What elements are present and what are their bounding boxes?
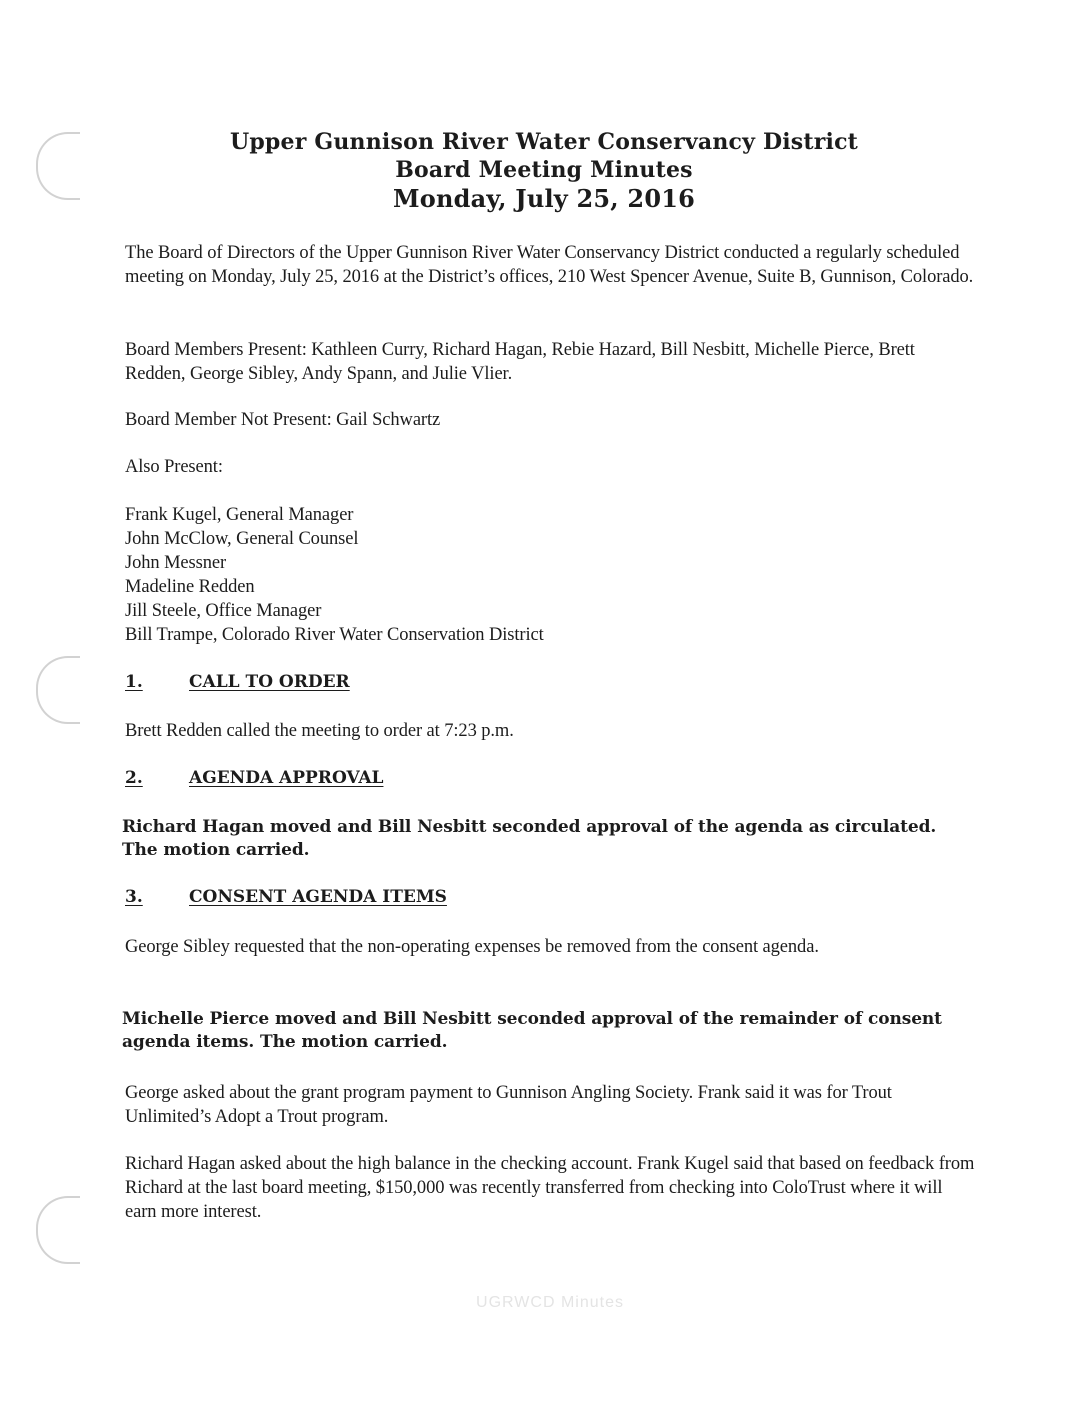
section-title: CONSENT AGENDA ITEMS [189,887,447,907]
punch-hole-mark [36,1196,80,1264]
grant-question: George asked about the grant program payment to Gunnison Angling Society. Frank said it was for Trout Unlimited’s Adopt a Trout program. [125,1083,892,1127]
section-heading-call-to-order [125,672,350,692]
consent-request: George Sibley requested that the non-operating expenses be removed from the consent agenda. [125,937,819,957]
members-present: Board Members Present: Kathleen Curry, Richard Hagan, Rebie Hazard, Bill Nesbitt, Michelle Pierce, Brett Redden, George Sibley, Andy Spann, and Julie Vlier. [125,340,915,384]
section-number: 2. [125,768,143,788]
title-organization: Upper Gunnison River Water Conservancy District [229,129,859,155]
attendee: John McClow, General Counsel [125,529,359,549]
agenda-motion: Richard Hagan moved and Bill Nesbitt seconded approval of the agenda as circulated. The motion carried. [122,817,937,860]
section-heading-consent-agenda [125,887,447,907]
section-number: 3. [125,887,143,907]
intro-paragraph: The Board of Directors of the Upper Gunnison River Water Conservancy District conducted a regularly scheduled meeting on Monday, July 25, 2016 at the District’s offices, 210 West Spencer Avenue, Suite B, Gunnison, Colorado. [125,243,974,287]
call-to-order-text: Brett Redden called the meeting to order at 7:23 p.m. [125,721,514,741]
members-not-present: Board Member Not Present: Gail Schwartz [125,410,441,430]
document-title [0,128,1088,214]
attendee: John Messner [125,553,227,573]
attendee: Jill Steele, Office Manager [125,601,322,621]
section-number: 1. [125,672,143,692]
section-title: AGENDA APPROVAL [189,768,384,788]
also-present-list [125,503,975,647]
section-heading-agenda-approval [125,768,383,788]
attendee: Bill Trampe, Colorado River Water Conservation District [125,625,544,645]
title-meeting-date: Monday, July 25, 2016 [392,184,696,213]
balance-question: Richard Hagan asked about the high balance in the checking account. Frank Kugel said that based on feedback from Richard at the last board meeting, $150,000 was recently transferred from checking into ColoTrust where it will earn more interest. [125,1154,975,1222]
attendee: Madeline Redden [125,577,255,597]
title-document-type: Board Meeting Minutes [395,157,693,183]
punch-hole-mark [36,656,80,724]
also-present-label: Also Present: [125,457,223,477]
attendee: Frank Kugel, General Manager [125,505,354,525]
faint-footer-text: UGRWCD Minutes [476,1294,624,1311]
section-title: CALL TO ORDER [189,672,350,692]
consent-motion: Michelle Pierce moved and Bill Nesbitt seconded approval of the remainder of consent agenda items. The motion carried. [122,1009,942,1052]
